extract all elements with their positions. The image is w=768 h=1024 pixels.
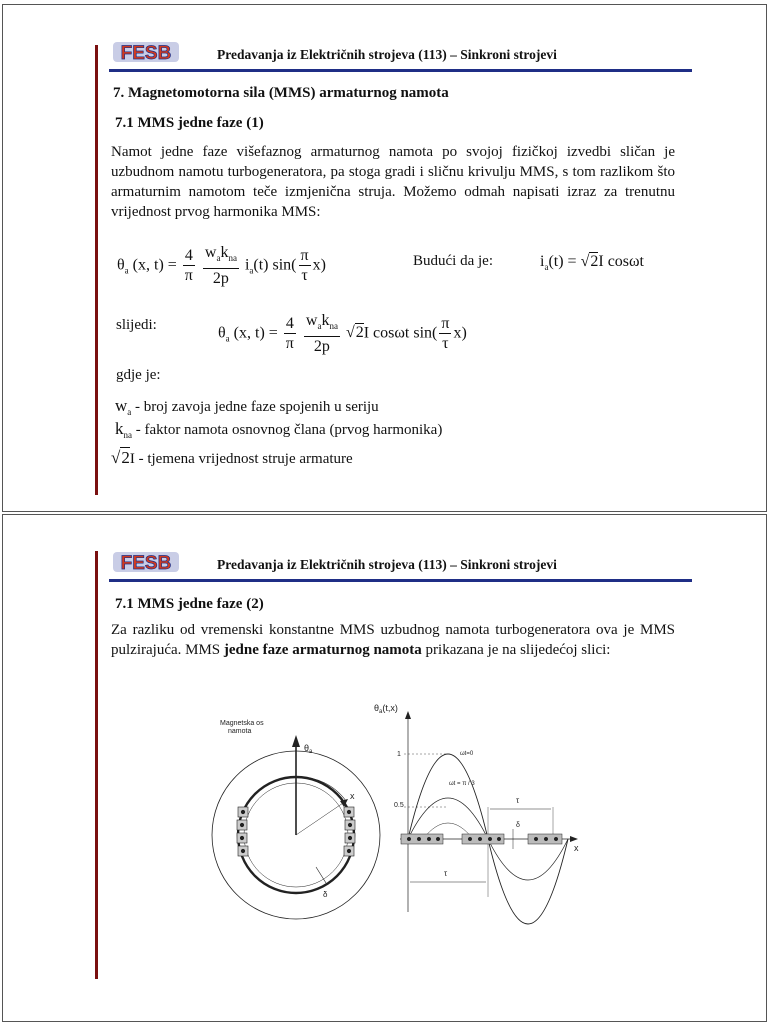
- where-label: gdje je:: [116, 367, 161, 383]
- intro-paragraph: Namot jedne faze višefaznog armaturnog namota po svojoj fizičkoj izvedbi sličan je uzbudnom namotu turbogeneratora, pa stoga gradi i sličnu krivulju MMS, s tom razlikom što armaturnim namotom teče izmjenična struja. Možemo odmah napisati izraz za trenutnu vrijednost prvog harmonika MMS:: [111, 144, 675, 220]
- fesb-logo: [113, 39, 181, 65]
- slide-1: [2, 4, 767, 512]
- mmf-equation-full: $\theta_a$ (x, t) = $\frac{4}{\pi}$ $\frac{w_ak_{na}}{2p}$ √2I cosωt sin( $\frac{\pi}{\tau}$ x): [218, 312, 467, 356]
- slide-accent-bar: [95, 45, 98, 495]
- svg-text:δ: δ: [323, 890, 328, 899]
- mmf-waveform-plot: [374, 703, 579, 924]
- svg-text:τ: τ: [444, 869, 448, 878]
- svg-text:τ: τ: [516, 796, 520, 805]
- header-title: Predavanja iz Električnih strojeva (113) – Sinkroni strojevi: [217, 557, 557, 572]
- svg-text:Magnetska os: Magnetska os: [220, 720, 264, 727]
- section-title: 7.1 MMS jedne faze (1): [115, 115, 264, 131]
- svg-text:x: x: [350, 791, 355, 801]
- svg-text:FESB: FESB: [120, 553, 172, 574]
- svg-text:namota: namota: [228, 728, 252, 735]
- header-rule: [109, 579, 692, 582]
- follows-label: slijedi:: [116, 317, 157, 333]
- mmf-equation: $\theta_a$ (x, t) = $\frac{4}{\pi}$ $\frac{w_ak_{na}}{2p}$ $i_a(t)$ sin( $\frac{\pi}{\tau}$ x): [117, 244, 326, 288]
- svg-text:ωt = π / 3: ωt = π / 3: [449, 781, 475, 787]
- svg-text:FESB: FESB: [120, 43, 172, 64]
- definition-kna: $k_{na}$ - faktor namota osnovnog člana (prvog harmonika): [115, 419, 443, 440]
- svg-text:1: 1: [397, 751, 401, 758]
- svg-text:x: x: [574, 843, 579, 853]
- chapter-title: 7. Magnetomotorna sila (MMS) armaturnog namota: [113, 85, 449, 101]
- slide-accent-bar: [95, 551, 98, 979]
- svg-text:δ: δ: [516, 822, 520, 829]
- current-equation: $i_a(t) = √2I$ cosωt: [540, 253, 644, 273]
- svg-text:θa(t,x): $\theta_a(t,x)$: [374, 703, 398, 715]
- mmf-figure: [208, 697, 586, 925]
- fesb-logo: [113, 549, 181, 575]
- definition-peak-current: √2I - tjemena vrijednost struje armature: [111, 448, 353, 467]
- header-rule: [109, 69, 692, 72]
- svg-text:0.5: 0.5: [394, 802, 404, 809]
- definition-wa: $w_a$ - broj zavoja jedne faze spojenih u seriju: [115, 396, 379, 417]
- svg-text:θa: $\theta_a$: [304, 743, 313, 755]
- svg-text:ωt=0: ωt=0: [460, 751, 474, 757]
- machine-cross-section: [212, 720, 380, 919]
- slide-2: [2, 514, 767, 1022]
- section-title: 7.1 MMS jedne faze (2): [115, 596, 264, 612]
- since-label: Budući da je:: [413, 253, 493, 269]
- header-title: Predavanja iz Električnih strojeva (113) – Sinkroni strojevi: [217, 47, 557, 62]
- pulsating-paragraph: Za razliku od vremenski konstantne MMS uzbudnog namota turbogeneratora ova je MMS pulzirajuća. MMS jedne faze armaturnog namota prikazana je na slijedećoj slici:: [111, 622, 675, 658]
